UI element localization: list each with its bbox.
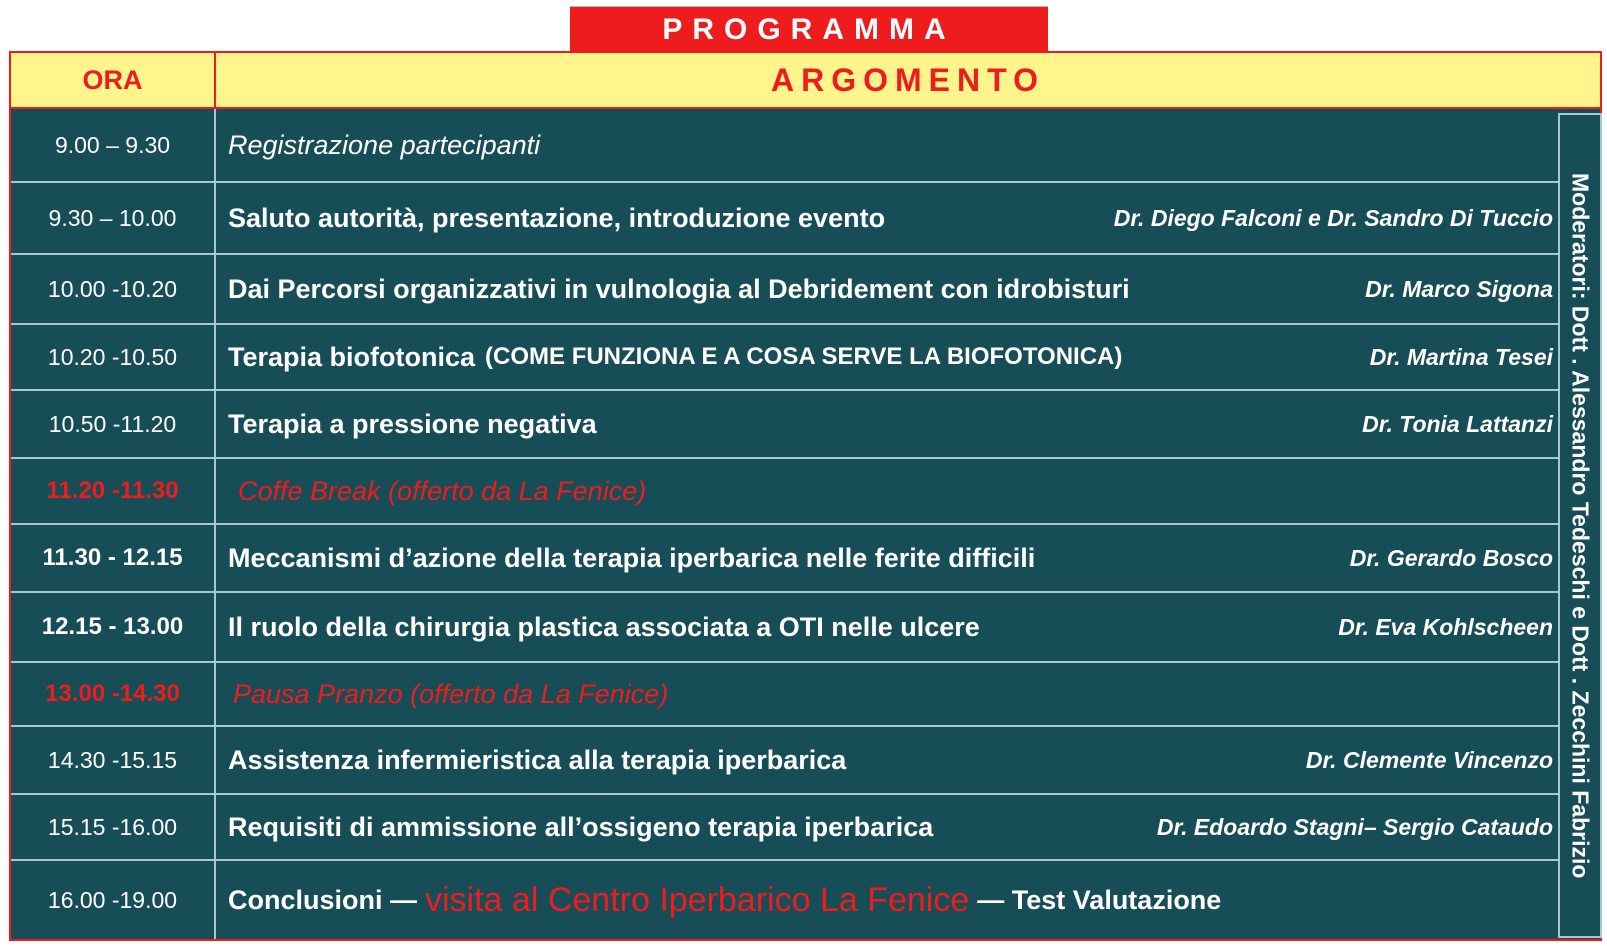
table-row: [11, 183, 1561, 255]
row-time: 10.00 -10.20: [11, 255, 216, 323]
row-time: 16.00 -19.00: [11, 861, 216, 939]
row-topic: Assistenza infermieristica alla terapia iperbarica: [228, 744, 847, 775]
row-speaker: Dr. Martina Tesei: [1369, 343, 1553, 370]
header-argomento: ARGOMENTO: [771, 62, 1045, 98]
row-topic: Meccanismi d’azione della terapia iperbarica nelle ferite difficili: [228, 542, 1036, 573]
table-row: [11, 727, 1561, 795]
row-time: 9.00 – 9.30: [11, 109, 216, 181]
row-time: 15.15 -16.00: [11, 795, 216, 859]
moderators-text: Moderatori: Dott . Alessandro Tedeschi e Dott . Zecchini Fabrizio: [1567, 172, 1594, 879]
table-header: [11, 53, 1600, 109]
row-topic-extra: (COME FUNZIONA E A COSA SERVE LA BIOFOTONICA): [485, 343, 1123, 370]
row-topic: [228, 861, 1221, 939]
row-topic: Saluto autorità, presentazione, introduzione evento: [228, 202, 886, 233]
row-time: 11.20 -11.30: [11, 459, 216, 523]
row-speaker: Dr. Diego Falconi e Dr. Sandro Di Tuccio: [1113, 204, 1553, 231]
row-time: 12.15 - 13.00: [11, 593, 216, 661]
row-speaker: Dr. Marco Sigona: [1365, 275, 1553, 302]
row-time: 9.30 – 10.00: [11, 183, 216, 253]
table-row: [11, 255, 1561, 325]
row-speaker: Dr. Edoardo Stagni– Sergio Cataudo: [1156, 813, 1553, 840]
row-speaker: Dr. Eva Kohlscheen: [1338, 613, 1553, 640]
row-speaker: Dr. Tonia Lattanzi: [1362, 410, 1553, 437]
table-row: [11, 525, 1561, 593]
row-topic: Coffe Break (offerto da La Fenice): [238, 475, 647, 506]
header-ora: ORA: [11, 53, 216, 107]
row-time: 10.20 -10.50: [11, 325, 216, 389]
table-row: [11, 861, 1561, 939]
row-time: 13.00 -14.30: [11, 663, 216, 725]
row-topic: Requisiti di ammissione all’ossigeno terapia iperbarica: [228, 811, 934, 842]
table-row: [11, 795, 1561, 861]
table-row: [11, 593, 1561, 663]
row-topic-highlight: visita al Centro Iperbarico La Fenice: [425, 880, 970, 919]
row-topic: Dai Percorsi organizzativi in vulnologia al Debridement con idrobisturi: [228, 273, 1130, 304]
row-topic: Il ruolo della chirurgia plastica associata a OTI nelle ulcere: [228, 611, 980, 642]
table-row: [11, 459, 1561, 525]
program-table: [9, 51, 1602, 941]
row-time: 14.30 -15.15: [11, 727, 216, 793]
row-topic: [228, 325, 1122, 389]
row-topic: Terapia a pressione negativa: [228, 408, 597, 439]
programma-banner: PROGRAMMA: [570, 6, 1048, 51]
row-topic: Pausa Pranzo (offerto da La Fenice): [233, 678, 669, 709]
moderators-column: [1558, 113, 1602, 938]
row-speaker: Dr. Gerardo Bosco: [1349, 544, 1553, 571]
row-topic-start: Conclusioni —: [228, 884, 417, 915]
row-topic-end: — Test Valutazione: [977, 884, 1222, 915]
row-time: 11.30 - 12.15: [11, 525, 216, 591]
row-speaker: Dr. Clemente Vincenzo: [1305, 746, 1553, 773]
table-row: [11, 391, 1561, 459]
table-row: [11, 663, 1561, 727]
table-row: [11, 109, 1561, 183]
row-topic: Registrazione partecipanti: [228, 129, 541, 160]
table-row: [11, 325, 1561, 391]
row-time: 10.50 -11.20: [11, 391, 216, 457]
row-topic-main: Terapia biofotonica: [228, 341, 476, 372]
